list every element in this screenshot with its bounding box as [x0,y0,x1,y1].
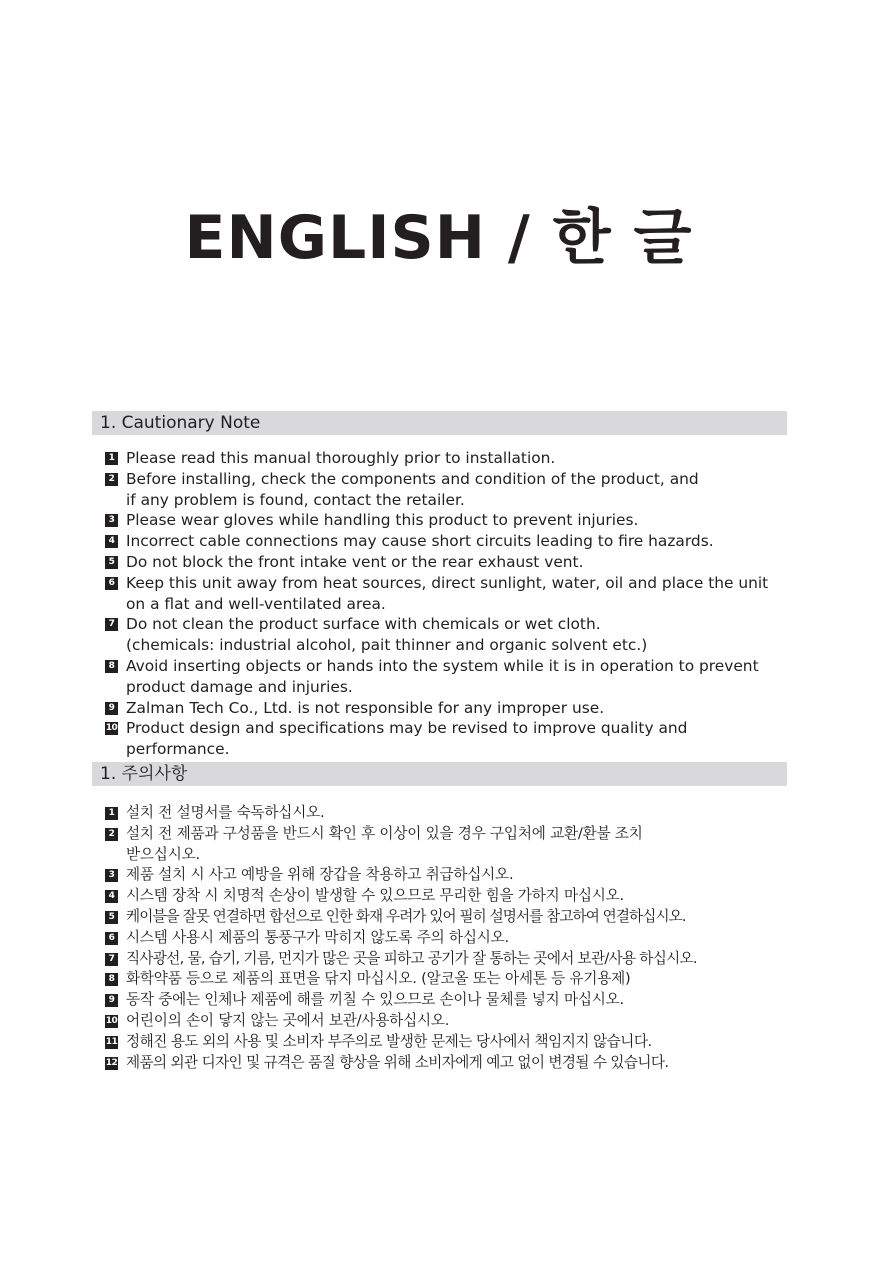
number-badge: 9 [105,994,118,1007]
number-badge: 4 [105,890,118,903]
item-text: 정해진 용도 외의 사용 및 소비자 부주의로 발생한 문제는 당사에서 책임지지 않습니다. [126,1032,652,1050]
item-text: Zalman Tech Co., Ltd. is not responsible for any improper use. [126,698,605,717]
item-text: 직사광선, 물, 습기, 기름, 먼지가 많은 곳을 피하고 공기가 잘 통하는 곳에서 보관/사용 하십시오. [126,949,697,967]
number-badge: 10 [105,723,118,734]
list-item [105,949,795,970]
item-text: Incorrect cable connections may cause short circuits leading to fire hazards. [126,532,714,551]
item-text: 시스템 장착 시 치명적 손상이 발생할 수 있으므로 무리한 힘을 가하지 마십시오. [126,887,624,905]
item-text: Do not clean the product surface with chemicals or wet cloth. (chemicals: industrial alcohol, pait thinner and organic solvent etc.) [126,615,648,655]
list-item [105,865,795,886]
page-title: ENGLISH / 한 글 [184,203,693,273]
list-item [105,552,795,573]
number-badge: 11 [105,1036,118,1047]
list-item [105,803,795,824]
list-item [105,990,795,1011]
item-text: 화학약품 등으로 제품의 표면을 닦지 마십시오. (알코올 또는 아세톤 등 유기용제) [126,970,631,988]
number-badge: 7 [105,618,118,631]
list-item [105,886,795,907]
number-badge: 8 [105,660,118,673]
number-badge: 5 [105,911,118,924]
item-text: 동작 중에는 인체나 제품에 해를 끼칠 수 있으므로 손이나 물체를 넣지 마십시오. [126,991,624,1009]
list-item [105,469,795,511]
list-item [105,656,795,698]
number-badge: 2 [105,473,118,486]
item-text: Product design and specifications may be revised to improve quality and performance. [126,719,688,759]
list-item [105,928,795,949]
number-badge: 3 [105,869,118,882]
english-caution-list [105,448,795,760]
number-badge: 3 [105,514,118,527]
item-text: 제품 설치 시 사고 예방을 위해 장갑을 착용하고 취급하십시오. [126,866,514,884]
section-heading-korean: 1. 주의사항 [92,762,787,786]
number-badge: 5 [105,556,118,569]
number-badge: 1 [105,452,118,465]
number-badge: 8 [105,973,118,986]
list-item [105,573,795,615]
list-item [105,1011,795,1032]
list-item [105,448,795,469]
list-item [105,718,795,760]
list-item [105,1032,795,1053]
item-text: Before installing, check the components and condition of the product, and if any problem is found, contact the retailer. [126,469,699,509]
item-text: Avoid inserting objects or hands into the system while it is in operation to prevent product damage and injuries. [126,656,759,696]
item-text: 케이블을 잘못 연결하면 합선으로 인한 화재 우려가 있어 필히 설명서를 참고하여 연결하십시오. [126,907,686,925]
item-text: 시스템 사용시 제품의 통풍구가 막히지 않도록 주의 하십시오. [126,928,509,946]
list-item [105,698,795,719]
item-text: 설치 전 제품과 구성품을 반드시 확인 후 이상이 있을 경우 구입처에 교환/환불 조치 받으십시오. [126,824,643,863]
number-badge: 4 [105,535,118,548]
item-text: Do not block the front intake vent or the rear exhaust vent. [126,552,584,571]
list-item [105,907,795,928]
item-text: Please read this manual thoroughly prior to installation. [126,449,556,467]
number-badge: 7 [105,953,118,966]
list-item [105,531,795,552]
item-text: Keep this unit away from heat sources, direct sunlight, water, oil and place the unit on a flat and well-ventilated area. [126,573,769,613]
section-heading-english: 1. Cautionary Note [92,411,787,435]
list-item [105,969,795,990]
item-text: 제품의 외관 디자인 및 규격은 품질 향상을 위해 소비자에게 예고 없이 변경될 수 있습니다. [126,1053,669,1071]
number-badge: 6 [105,577,118,590]
item-text: Please wear gloves while handling this product to prevent injuries. [126,511,639,530]
number-badge: 1 [105,807,118,820]
number-badge: 9 [105,702,118,715]
number-badge: 6 [105,932,118,945]
list-item [105,614,795,656]
list-item [105,510,795,531]
item-text: 설치 전 설명서를 숙독하십시오. [126,804,325,821]
number-badge: 2 [105,828,118,841]
list-item [105,824,795,866]
item-text: 어린이의 손이 닿지 않는 곳에서 보관/사용하십시오. [126,1011,450,1029]
korean-caution-list [105,803,795,1073]
number-badge: 10 [105,1015,118,1026]
number-badge: 12 [105,1057,118,1068]
list-item [105,1053,795,1074]
